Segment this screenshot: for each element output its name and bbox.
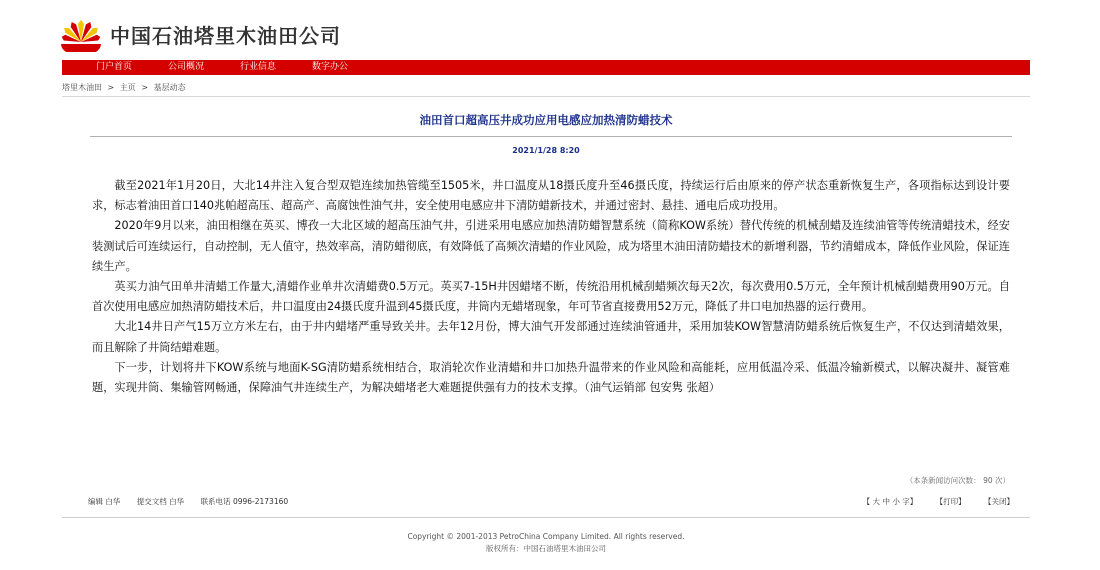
breadcrumb-item-news[interactable]: 基层动态 xyxy=(153,83,186,92)
article-paragraph: 大北14井日产气15万立方米左右，由于井内蜡堵严重导致关井。去年12月份，博大油气开发部通过连续油管通井，采用加装KOW智慧清防蜡系统后恢复生产，不仅达到清蜡效果，而且解除了井筒结蜡难题。 xyxy=(92,320,1010,354)
meta-actions xyxy=(847,496,1014,507)
article-paragraph: 2020年9月以来，油田相继在英买、博孜一大北区域的超高压油气井，引进采用电感应加热清防蜡智慧系统（简称KOW系统）替代传统的机械刮蜡及连续油管等传统清蜡技术，经安装测试后可连续运行，自动控制，无人值守，热效率高，清防蜡彻底，有效降低了高频次清蜡的作业风险，成为塔里木油田清防蜡技术的新增利器，节约清蜡成本，降低作业风险，保证连续生产。 xyxy=(92,219,1010,273)
breadcrumb xyxy=(62,82,189,93)
print-button[interactable]: 【打印】 xyxy=(935,497,966,506)
article-paragraph: 英买力油气田单井清蜡工作量大,清蜡作业单井次清蜡费0.5万元。英买7-15H井因蜡堵不断，传统沿用机械刮蜡频次每天2次，每次费用0.5万元，全年预计机械刮蜡费用90万元。自首次使用电感应加热清防蜡技术后，井口温度由24摄氏度升温到45摄氏度，井筒内无蜡堵现象，年可节省直接费用52万元，降低了井口电加热器的运行费用。 xyxy=(92,280,1010,314)
breadcrumb-item-home[interactable]: 主页 xyxy=(119,83,136,92)
meta-info xyxy=(88,496,302,507)
editor-label: 编辑 白华 xyxy=(88,497,121,506)
main-nav xyxy=(62,60,1030,75)
nav-item-office[interactable]: 数字办公 xyxy=(312,62,349,72)
article-body xyxy=(92,176,1010,398)
site-header xyxy=(60,14,341,54)
owner-text: 版权所有：中国石油塔里木油田公司 xyxy=(486,544,606,553)
article-title: 油田首口超高压井成功应用电感应加热清防蜡技术 xyxy=(419,113,673,127)
article-date: 2021/1/28 8:20 xyxy=(512,146,580,155)
nav-item-industry[interactable]: 行业信息 xyxy=(240,62,277,72)
petrochina-flower-icon xyxy=(60,16,102,52)
breadcrumb-separator: > xyxy=(141,83,149,92)
article-paragraph: 截至2021年1月20日，大北14井注入复合型双铠连续加热管缆至1505米，井口温度从18摄氏度升至46摄氏度，持续运行后由原来的停产状态重新恢复生产，各项指标达到设计要求，标志着油田首口140兆帕超高压、超高产、高腐蚀性油气井，安全使用电感应井下清防蜡新技术，并通过密封、悬挂、通电后成功投用。 xyxy=(92,179,1010,213)
article-meta xyxy=(88,496,1014,507)
view-count: （本条新闻访问次数： 90 次） xyxy=(905,476,1010,485)
copyright-text: Copyright © 2001-2013 PetroChina Company Limited. All rights reserved. xyxy=(407,532,685,541)
divider xyxy=(62,96,1030,97)
site-footer xyxy=(62,531,1030,555)
phone-label: 联系电话 0996-2173160 xyxy=(200,497,289,506)
divider xyxy=(62,517,1030,518)
nav-item-company[interactable]: 公司概况 xyxy=(168,62,205,72)
org-name: 中国石油塔里木油田公司 xyxy=(110,23,341,48)
breadcrumb-separator: > xyxy=(107,83,115,92)
close-button[interactable]: 【关闭】 xyxy=(984,497,1014,506)
nav-item-home[interactable]: 门户首页 xyxy=(96,62,133,72)
submitter-label: 提交文档 白华 xyxy=(136,497,185,506)
font-size-control[interactable]: 【 大 中 小 字】 xyxy=(862,497,918,506)
breadcrumb-item-tarim[interactable]: 塔里木油田 xyxy=(62,83,102,92)
article-paragraph: 下一步，计划将井下KOW系统与地面K-SG清防蜡系统相结合，取消轮次作业清蜡和井口加热升温带来的作业风险和高能耗，应用低温冷采、低温冷输新模式，以解决凝井、凝管难题，实现井筒、集输管网畅通，保障油气井连续生产，为解决蜡堵老大难题提供强有力的技术支撑。（油气运销部 包安隽 张超） xyxy=(92,360,1010,395)
divider xyxy=(90,136,1012,137)
